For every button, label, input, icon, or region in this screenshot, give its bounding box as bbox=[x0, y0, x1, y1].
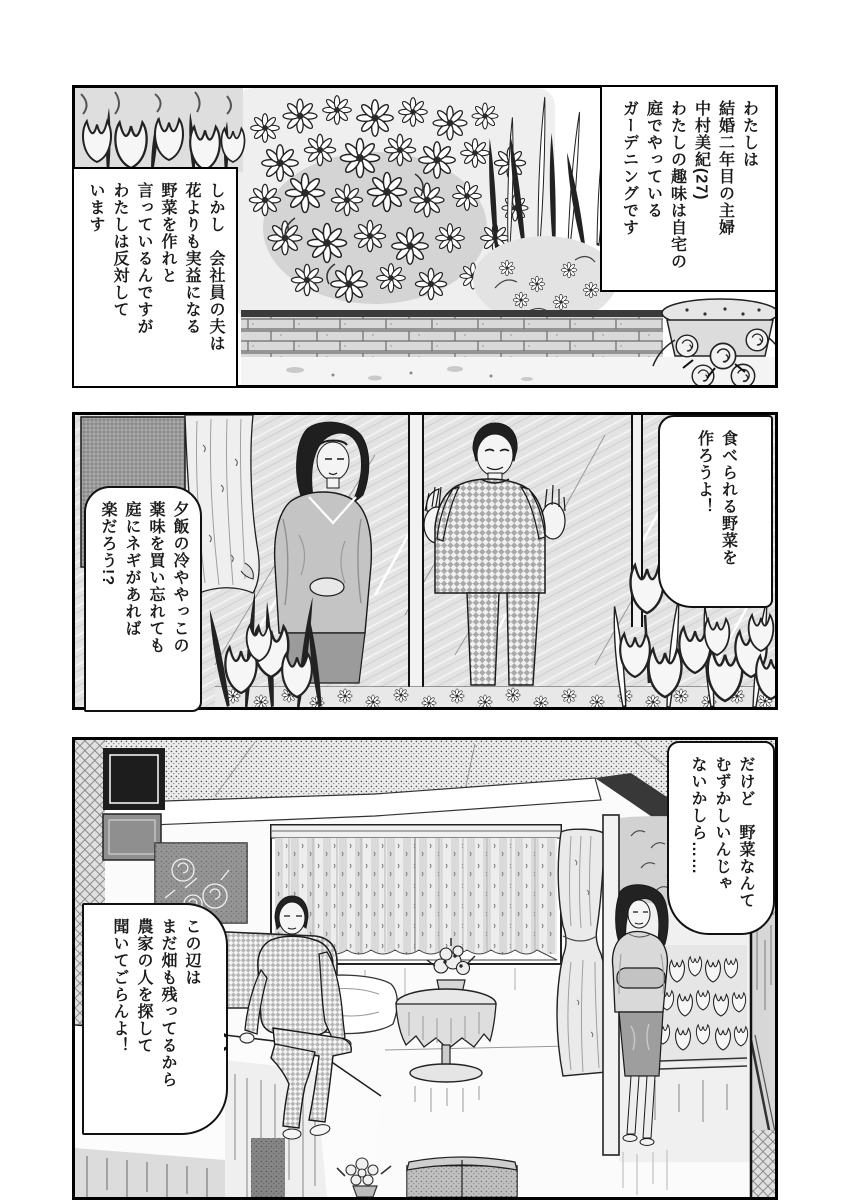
bubble-line: 庭にネギがあれば bbox=[123, 501, 140, 637]
bubble-line: まだ畑も残ってるから bbox=[159, 918, 176, 1088]
bubble-line: 聞いてごらんよ！ bbox=[111, 918, 128, 1054]
brick-wall bbox=[241, 317, 663, 357]
caption-line: 中村美紀(27) bbox=[692, 100, 710, 201]
caption-line: 花よりも実益になる bbox=[183, 182, 200, 335]
ottoman bbox=[407, 1157, 517, 1197]
bubble-line: この辺は bbox=[183, 918, 200, 986]
caption-line: 野菜を作れと bbox=[159, 182, 176, 284]
caption-line: 言っているんですが bbox=[135, 182, 152, 335]
caption-line: しかし 会社員の夫は bbox=[207, 182, 224, 352]
caption-line: わたしは反対して bbox=[111, 182, 128, 318]
tulip-strip bbox=[75, 88, 245, 172]
caption-line: います bbox=[87, 182, 104, 233]
speech-bubble-husband-farmer bbox=[82, 903, 228, 1135]
caption-line: わたしの趣味は自宅の bbox=[668, 100, 686, 270]
bubble-line: 夕飯の冷ややっこの bbox=[171, 501, 188, 654]
caption-line: 庭でやっている bbox=[644, 100, 662, 219]
caption-line: ガーデニングです bbox=[620, 100, 638, 236]
bubble-line: だけど 野菜なんて bbox=[737, 756, 754, 909]
caption-intro bbox=[600, 85, 777, 292]
bubble-line: 農家の人を探して bbox=[135, 918, 152, 1054]
bubble-line: 食べられる野菜を bbox=[719, 430, 737, 566]
caption-line: 結婚二年目の主婦 bbox=[716, 100, 734, 236]
brick-shadow bbox=[241, 310, 663, 317]
bubble-line: ないかしら…… bbox=[689, 756, 706, 875]
caption-however bbox=[72, 167, 238, 388]
bubble-line: 薬味を買い忘れても bbox=[147, 501, 164, 654]
bubble-line: 楽だろう!? bbox=[99, 501, 116, 587]
bubble-line: 作ろうよ！ bbox=[695, 430, 713, 515]
speech-bubble-wife-doubt bbox=[667, 741, 775, 935]
speech-bubble-husband-makeveg bbox=[658, 415, 773, 608]
caption-line: わたしは bbox=[740, 100, 758, 168]
bubble-line: むずかしいんじゃ bbox=[713, 756, 730, 892]
speech-bubble-husband-negi bbox=[84, 486, 202, 712]
